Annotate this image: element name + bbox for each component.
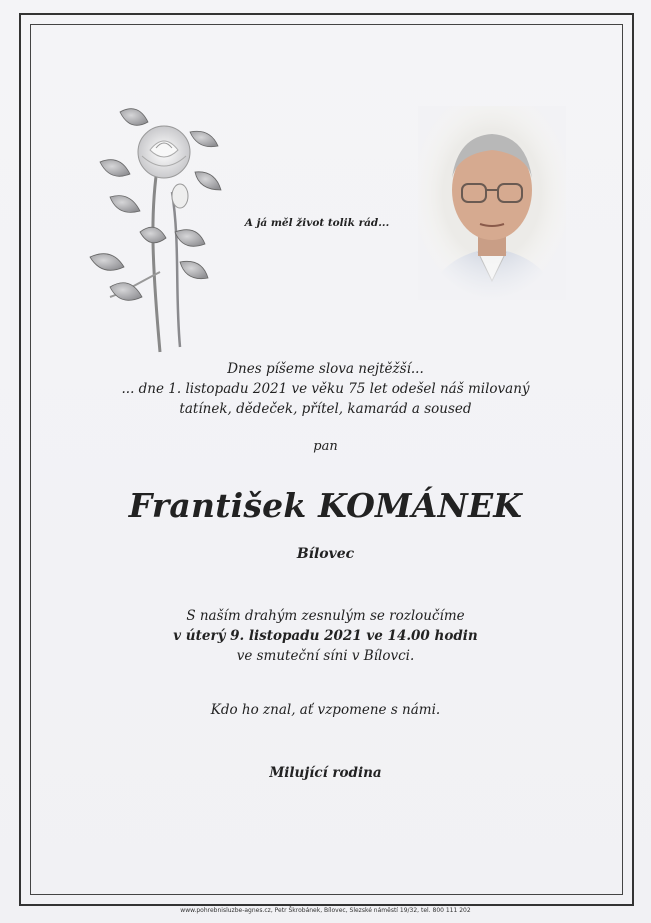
farewell-line-3: ve smuteční síni v Bílovci. [236,648,415,664]
portrait-photo [418,106,566,300]
intro-text [60,359,591,419]
rose-icon [80,92,240,360]
intro-line-1: Dnes píšeme slova nejtěžší... [227,361,424,377]
town-name: Bílovec [296,546,355,562]
title-prefix: pan [313,439,338,454]
closing-text: Kdo ho znal, ať vzpomene s námi. [210,702,441,718]
signature: Milující rodina [269,765,382,781]
farewell-line-1: S naším drahým zesnulým se rozloučíme [186,608,465,624]
farewell-text [60,606,591,666]
motto-text: A já měl život tolik rád... [244,217,390,229]
footer-contact: www.pohrebnisluzbe-agnes.cz, Petr Škrobánek, Bílovec, Slezské náměstí 19/32, tel. 800 111 202 [180,907,471,914]
deceased-name: František KOMÁNEK [128,486,523,525]
intro-line-2: ... dne 1. listopadu 2021 ve věku 75 let odešel náš milovaný [121,381,530,397]
intro-line-3: tatínek, dědeček, přítel, kamarád a soused [179,401,472,417]
farewell-date: v úterý 9. listopadu 2021 ve 14.00 hodin [173,628,478,644]
